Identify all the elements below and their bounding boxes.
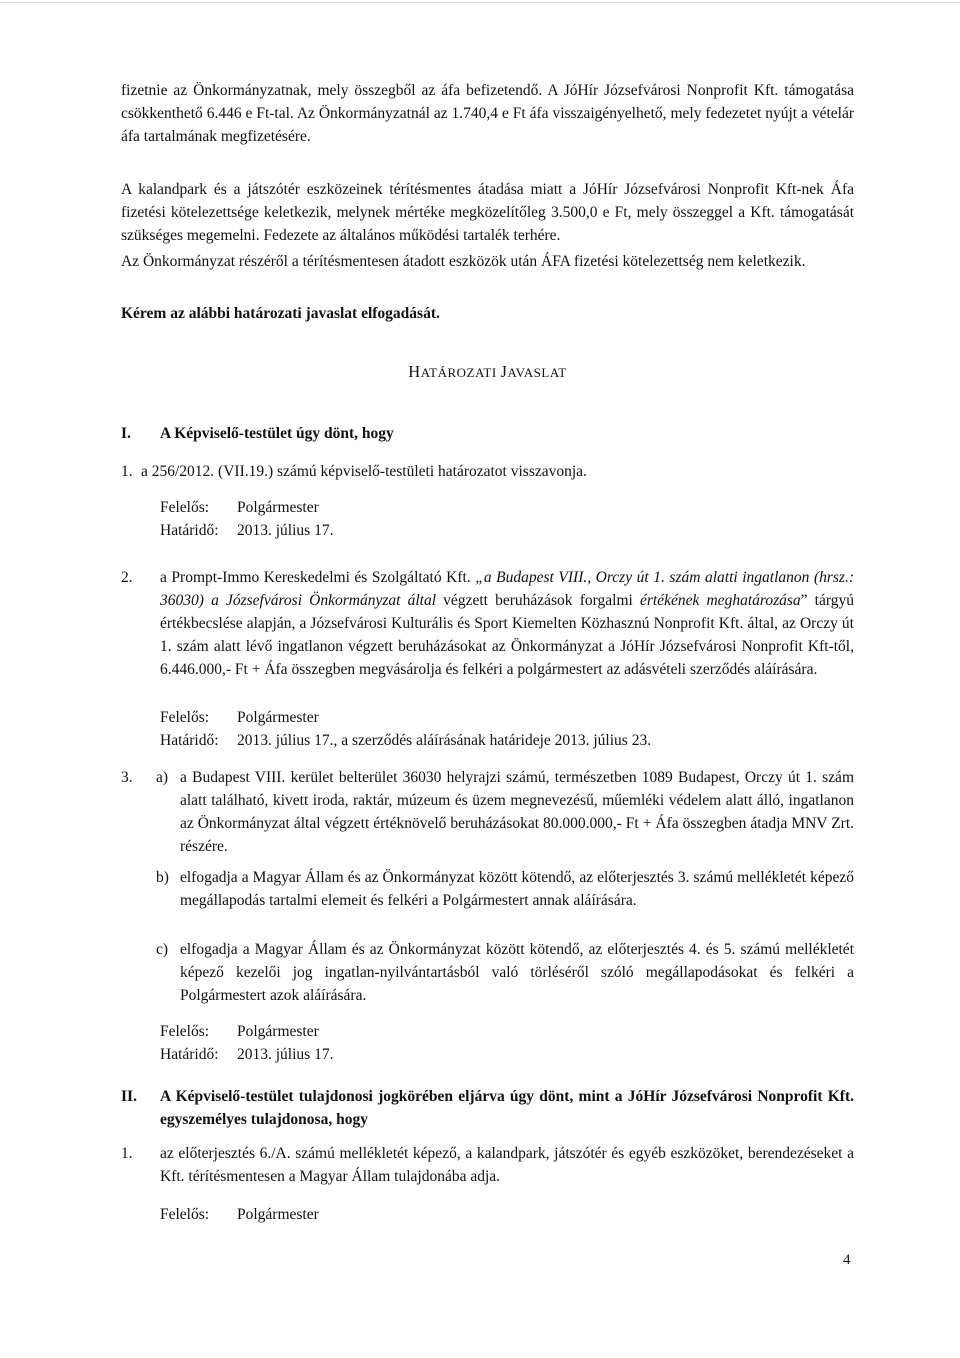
section-1-roman: I.	[121, 425, 131, 442]
felelos-label: Felelős:	[160, 499, 210, 516]
section-1-item-3b	[121, 866, 854, 912]
request-line	[121, 302, 854, 325]
item-letter: a)	[156, 769, 169, 786]
section-1-item-2	[121, 566, 854, 681]
section-2-title-text: A Képviselő-testület tulajdonosi jogkörében eljárva úgy dönt, mint a JóHír Józsefvárosi Nonprofit Kft. egyszemélyes tulajdonosa, hogy	[160, 1088, 854, 1128]
hatarido-label: Határidő:	[160, 732, 219, 749]
item-number: 3.	[121, 769, 133, 786]
hatarido-value: 2013. július 17.	[237, 522, 334, 539]
responsible-block-1	[160, 496, 760, 542]
section-2-title	[121, 1085, 854, 1131]
item-number: 1.	[121, 1145, 133, 1162]
heading-rest-1: ATÁROZATI	[420, 365, 501, 380]
intro-paragraph-1	[121, 79, 854, 148]
heading-rest-2: AVASLAT	[507, 365, 567, 380]
item-number-spacer	[121, 866, 156, 912]
hatarido-label: Határidő:	[160, 1046, 219, 1063]
scan-edge-line	[0, 2, 960, 3]
item-text: a 256/2012. (VII.19.) számú képviselő-testületi határozatot visszavonja.	[141, 463, 587, 480]
hatarido-label: Határidő:	[160, 522, 219, 539]
felelos-label: Felelős:	[160, 709, 210, 726]
responsible-block-4	[160, 1203, 760, 1226]
request-text: Kérem az alábbi határozati javaslat elfogadását.	[121, 305, 440, 322]
felelos-value: Polgármester	[237, 1023, 319, 1040]
item-text: a Budapest VIII. kerület belterület 36030 helyrajzi számú, természetben 1089 Budapest, Orczy út 1. szám alatt található, kivett iroda, raktár, múzeum és üzem megnevezésű, műemléki védelem alatt álló, ingatlanon az Önkormányzat által végzett értéknövelő beruházásokat 80.000.000,- Ft + Áfa összegben átadja MNV Zrt. részére.	[180, 769, 854, 855]
responsible-block-2	[160, 706, 800, 752]
felelos-label: Felelős:	[160, 1206, 210, 1223]
item-2-text-c: végzett beruházások forgalmi	[436, 592, 640, 609]
section-1-item-3c	[121, 938, 854, 1007]
section-2-item-1	[121, 1142, 854, 1188]
item-letter: b)	[156, 869, 169, 886]
item-text: elfogadja a Magyar Állam és az Önkormányzat között kötendő, az előterjesztés 4. és 5. számú mellékletét képező kezelői jog ingatlan-nyilvántartásból való törléséről szóló megállapodásokat és felkéri a Polgármestert azok aláírására.	[180, 941, 854, 1004]
item-number-spacer	[121, 938, 156, 1007]
felelos-value: Polgármester	[237, 709, 319, 726]
item-2-text-d: értékének meghatározása	[639, 592, 801, 609]
item-text	[160, 566, 854, 681]
item-2-text-b: „a Budapest VIII., Orczy út 1. szám alatti ingatlanon (hrsz.: 36030) a Józsefvárosi Önkormányzat által	[160, 569, 854, 609]
page-number: 4	[843, 1252, 851, 1268]
item-2-text-e: ” tárgyú értékbecslése alapján, a Józsefvárosi Kulturális és Sport Kiemelten Közhasznú Nonprofit Kft. által, az Orczy út 1. szám alatt lévő ingatlanon végzett beruházásokat az Önkormányzat a JóHír Józsefvárosi Nonprofit Kft-től, 6.446.000,- Ft + Áfa összegben megvásárolja és felkéri a polgármestert az adásvételi szerződés aláírására.	[160, 592, 854, 678]
intro-text-3: Az Önkormányzat részéről a térítésmentesen átadott eszközök után ÁFA fizetési kötelezettség nem keletkezik.	[121, 253, 806, 270]
heading-initial-2: J	[500, 362, 508, 381]
item-2-text-a: a Prompt-Immo Kereskedelmi és Szolgáltató Kft.	[160, 569, 476, 586]
felelos-value: Polgármester	[237, 1206, 319, 1223]
felelos-value: Polgármester	[237, 499, 319, 516]
section-1-item-3a	[121, 766, 854, 858]
item-text: az előterjesztés 6./A. számú mellékletét képező, a kalandpark, játszótér és egyéb eszközöket, berendezéseket a Kft. térítésmentesen a Magyar Állam tulajdonába adja.	[160, 1145, 854, 1185]
section-1-title-text: A Képviselő-testület úgy dönt, hogy	[160, 425, 394, 442]
responsible-block-3	[160, 1020, 760, 1066]
intro-paragraph-2	[121, 178, 854, 247]
item-number: 2.	[121, 569, 133, 586]
resolution-heading	[121, 360, 854, 384]
heading-initial-1: H	[408, 362, 421, 381]
item-letter: c)	[156, 941, 169, 958]
section-1-item-1	[121, 460, 854, 483]
hatarido-value: 2013. július 17.	[237, 1046, 334, 1063]
section-2-roman: II.	[121, 1088, 137, 1105]
hatarido-value: 2013. július 17., a szerződés aláírásának határideje 2013. július 23.	[237, 732, 652, 749]
item-text: elfogadja a Magyar Állam és az Önkormányzat között kötendő, az előterjesztés 3. számú mellékletét képező megállapodás tartalmi elemeit és felkéri a Polgármestert annak aláírására.	[180, 869, 854, 909]
intro-text-1: fizetnie az Önkormányzatnak, mely összegből az áfa befizetendő. A JóHír Józsefvárosi Nonprofit Kft. támogatása csökkenthető 6.446 e Ft-tal. Az Önkormányzatnál az 1.740,4 e Ft áfa visszaigényelhető, mely fedezetet nyújt a vételár áfa tartalmának megfizetésére.	[121, 82, 854, 145]
item-number: 1.	[121, 463, 133, 480]
intro-paragraph-3	[121, 250, 854, 273]
felelos-label: Felelős:	[160, 1023, 210, 1040]
intro-text-2: A kalandpark és a játszótér eszközeinek térítésmentes átadása miatt a JóHír Józsefvárosi Nonprofit Kft-nek Áfa fizetési kötelezettsége keletkezik, melynek mértéke megközelítőleg 3.500,0 e Ft, mely összeggel a Kft. támogatását szükséges megemelni. Fedezete az általános működési tartalék terhére.	[121, 181, 854, 244]
section-1-title	[121, 422, 854, 445]
